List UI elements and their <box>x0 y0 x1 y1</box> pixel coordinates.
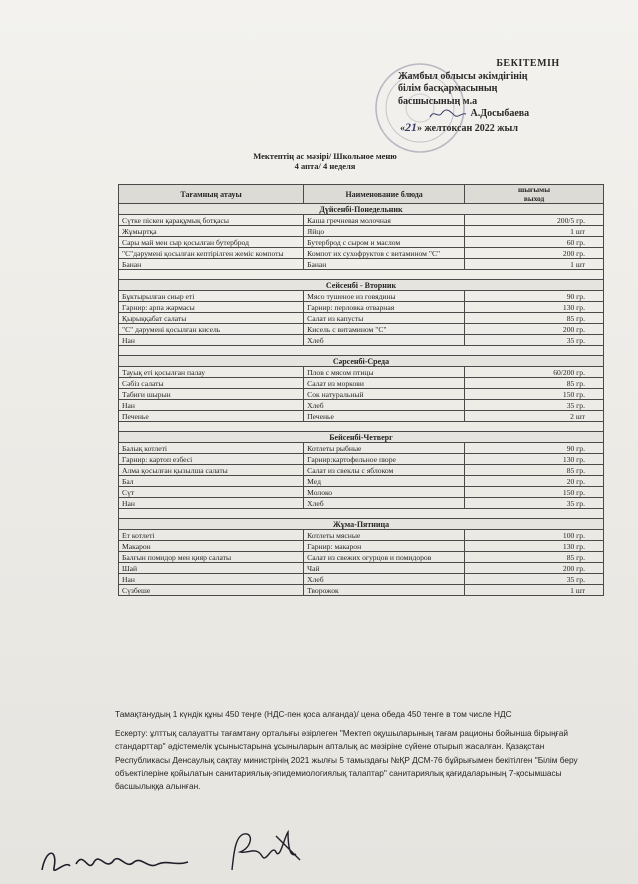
approval-line-2: білім басқармасының <box>398 83 498 94</box>
dish-name-kz: Сүтке піскен қарақұмық ботқасы <box>119 215 304 226</box>
menu-row <box>119 400 604 411</box>
price-note: Тамақтанудың 1 күндік құны 450 теңге (НДС-пен қоса алғанда)/ цена обеда 450 тенге в том числе НДС <box>115 709 512 719</box>
dish-output: 90 гр. <box>465 291 604 302</box>
spacer-row <box>119 509 604 519</box>
dish-output: 100 гр. <box>465 530 604 541</box>
dish-name-ru: Печенье <box>304 411 465 422</box>
dish-name-kz: Нан <box>119 574 304 585</box>
dish-name-kz: "С"дәруменi қосылған кептiрiлген жеміс компоты <box>119 248 304 259</box>
menu-row <box>119 476 604 487</box>
dish-name-ru: Сок натуральный <box>304 389 465 400</box>
menu-table-body <box>119 204 604 596</box>
menu-row <box>119 226 604 237</box>
day-name: Сәрсенбі-Среда <box>119 356 604 367</box>
header-ru: Наименование блюда <box>304 185 465 204</box>
dish-name-ru: Компот их сухофруктов с витамином "С" <box>304 248 465 259</box>
menu-row <box>119 215 604 226</box>
dish-output: 150 гр. <box>465 389 604 400</box>
dish-name-kz: Бұктырылған сиыр еті <box>119 291 304 302</box>
spacer-row <box>119 346 604 356</box>
dish-name-ru: Хлеб <box>304 574 465 585</box>
left-signature <box>36 840 196 880</box>
menu-row <box>119 259 604 270</box>
dish-name-kz: Нан <box>119 498 304 509</box>
dish-name-ru: Мясо тушеное из говядины <box>304 291 465 302</box>
dish-name-ru: Салат из свежих огурцов и помидоров <box>304 552 465 563</box>
dish-name-ru: Хлеб <box>304 335 465 346</box>
day-name: Дүйсенбі-Понедельник <box>119 204 604 215</box>
spacer-cell <box>119 346 604 356</box>
menu-row <box>119 389 604 400</box>
dish-output: 60 гр. <box>465 237 604 248</box>
header-output-ru: выход <box>523 194 545 203</box>
dish-name-ru: Котлеты мясные <box>304 530 465 541</box>
table-header-row <box>119 185 604 204</box>
menu-row <box>119 530 604 541</box>
dish-output: 130 гр. <box>465 454 604 465</box>
dish-output: 200 гр. <box>465 248 604 259</box>
approval-title: БЕКІТЕМІН <box>496 58 560 69</box>
dish-name-ru: Хлеб <box>304 498 465 509</box>
signer-name: А.Досыбаева <box>470 108 530 119</box>
dish-name-ru: Каша гречневая молочная <box>304 215 465 226</box>
header-output <box>465 185 604 204</box>
day-header-row <box>119 280 604 291</box>
menu-title: Мектептің ас мәзірі/ Школьное меню <box>253 151 397 161</box>
menu-heading <box>230 151 420 171</box>
dish-output: 2 шт <box>465 411 604 422</box>
dish-output: 60/200 гр. <box>465 367 604 378</box>
dish-output: 35 гр. <box>465 498 604 509</box>
dish-name-kz: Гарнир: картоп езбесі <box>119 454 304 465</box>
dish-output: 20 гр. <box>465 476 604 487</box>
menu-subtitle: 4 апта/ 4 неделя <box>294 161 356 171</box>
dish-name-ru: Салат из капусты <box>304 313 465 324</box>
dish-output: 130 гр. <box>465 302 604 313</box>
header-output-kz: шығымы <box>518 185 550 194</box>
menu-row <box>119 411 604 422</box>
date-rest: » желтоксан 2022 жыл <box>417 122 518 134</box>
dish-name-ru: Мед <box>304 476 465 487</box>
dish-name-kz: "С" дәруменi қосылған кисель <box>119 324 304 335</box>
dish-output: 85 гр. <box>465 313 604 324</box>
dish-name-kz: Алма қосылған қызылша салаты <box>119 465 304 476</box>
dish-name-ru: Салат из свеклы с яблоком <box>304 465 465 476</box>
menu-row <box>119 552 604 563</box>
day-header-row <box>119 356 604 367</box>
dish-name-kz: Сүт <box>119 487 304 498</box>
dish-name-kz: Нан <box>119 335 304 346</box>
menu-row <box>119 335 604 346</box>
dish-name-kz: Тауық еті қосылған палау <box>119 367 304 378</box>
dish-name-kz: Сары май мен сыр қосылған бутерброд <box>119 237 304 248</box>
menu-row <box>119 302 604 313</box>
dish-output: 35 гр. <box>465 335 604 346</box>
menu-row <box>119 324 604 335</box>
dish-name-kz: Макарон <box>119 541 304 552</box>
dish-output: 200/5 гр. <box>465 215 604 226</box>
dish-name-ru: Котлеты рыбные <box>304 443 465 454</box>
menu-row <box>119 574 604 585</box>
dish-name-ru: Салат из моркови <box>304 378 465 389</box>
menu-row <box>119 487 604 498</box>
menu-row <box>119 585 604 596</box>
header-kz: Тағамның атауы <box>119 185 304 204</box>
spacer-cell <box>119 270 604 280</box>
dish-name-kz: Ет котлеті <box>119 530 304 541</box>
dish-name-kz: Бал <box>119 476 304 487</box>
dish-name-kz: Сәбіз салаты <box>119 378 304 389</box>
dish-output: 1 шт <box>465 226 604 237</box>
day-header-row <box>119 204 604 215</box>
day-header-row <box>119 432 604 443</box>
menu-row <box>119 454 604 465</box>
spacer-cell <box>119 509 604 519</box>
dish-output: 130 гр. <box>465 541 604 552</box>
approver-signature <box>428 109 468 119</box>
dish-name-kz: Жұмыртқа <box>119 226 304 237</box>
menu-row <box>119 248 604 259</box>
date-day: 21 <box>405 119 417 134</box>
approval-line-3: басшысының м.а <box>398 95 478 107</box>
dish-name-ru: Банан <box>304 259 465 270</box>
dish-name-kz: Балғын помидор мен қияр салаты <box>119 552 304 563</box>
day-header-row <box>119 519 604 530</box>
spacer-row <box>119 422 604 432</box>
approval-line-1: Жамбыл облысы әкімдігінің <box>398 70 528 82</box>
dish-output: 35 гр. <box>465 574 604 585</box>
day-name: Сейсенбі - Вторник <box>119 280 604 291</box>
date-prefix: « <box>400 122 405 134</box>
dish-output: 1 шт <box>465 585 604 596</box>
remark-note: Ескерту: ұлттық салауатты тағамтану орталығы әзірлеген "Мектеп оқушыларының тағам рационы бойынша бірыңғай стандарттар" әдістемелік ұсыныстарына ұсыныларын апталық ас мәзіріне сүйене отырып жасалған. Қазақстан Республикасы Денсаулық сақтау министрінің 2021 жылғы 5 тамыздағы №ҚР ДСМ-76 бұйрығымен бекітілген "Білім беру объектілеріне қойылатын санитариялық-эпидемиологиялық талаптар" санитариялық қағидаларының 7-қосымшасы басшылыққа алынған. <box>115 728 578 792</box>
dish-name-ru: Плов с мясом птицы <box>304 367 465 378</box>
dish-name-ru: Гарнир:картофельное пюре <box>304 454 465 465</box>
dish-name-ru: Гарнир: перловка отварная <box>304 302 465 313</box>
menu-row <box>119 465 604 476</box>
dish-output: 200 гр. <box>465 563 604 574</box>
right-signature <box>226 826 306 876</box>
menu-row <box>119 563 604 574</box>
dish-name-kz: Балық котлеті <box>119 443 304 454</box>
menu-row <box>119 313 604 324</box>
day-name: Жұма-Пятница <box>119 519 604 530</box>
menu-row <box>119 237 604 248</box>
menu-row <box>119 378 604 389</box>
approval-block <box>398 58 628 135</box>
dish-name-kz: Гарнир: арпа жармасы <box>119 302 304 313</box>
dish-name-kz: Сүзбеше <box>119 585 304 596</box>
approval-date <box>398 121 628 136</box>
dish-output: 1 шт <box>465 259 604 270</box>
menu-table <box>118 184 604 596</box>
dish-name-kz: Табиғи шырын <box>119 389 304 400</box>
footer-notes <box>115 708 585 799</box>
dish-name-ru: Яйцо <box>304 226 465 237</box>
dish-name-ru: Чай <box>304 563 465 574</box>
menu-row <box>119 291 604 302</box>
dish-output: 85 гр. <box>465 465 604 476</box>
menu-row <box>119 443 604 454</box>
menu-row <box>119 541 604 552</box>
dish-name-kz: Қырыққабат салаты <box>119 313 304 324</box>
approval-signer <box>398 108 628 121</box>
dish-name-kz: Печенье <box>119 411 304 422</box>
dish-name-ru: Творожок <box>304 585 465 596</box>
dish-output: 150 гр. <box>465 487 604 498</box>
dish-name-ru: Молоко <box>304 487 465 498</box>
dish-name-kz: Банан <box>119 259 304 270</box>
menu-row <box>119 498 604 509</box>
day-name: Бейсенбі-Четверг <box>119 432 604 443</box>
dish-name-ru: Хлеб <box>304 400 465 411</box>
menu-row <box>119 367 604 378</box>
spacer-cell <box>119 422 604 432</box>
dish-output: 200 гр. <box>465 324 604 335</box>
dish-output: 85 гр. <box>465 552 604 563</box>
spacer-row <box>119 270 604 280</box>
dish-name-kz: Шай <box>119 563 304 574</box>
dish-output: 85 гр. <box>465 378 604 389</box>
dish-name-ru: Бутерброд с сыром и маслом <box>304 237 465 248</box>
dish-name-ru: Гарнир: макарон <box>304 541 465 552</box>
dish-name-ru: Кисель с витамином "С" <box>304 324 465 335</box>
dish-name-kz: Нан <box>119 400 304 411</box>
dish-output: 90 гр. <box>465 443 604 454</box>
dish-output: 35 гр. <box>465 400 604 411</box>
